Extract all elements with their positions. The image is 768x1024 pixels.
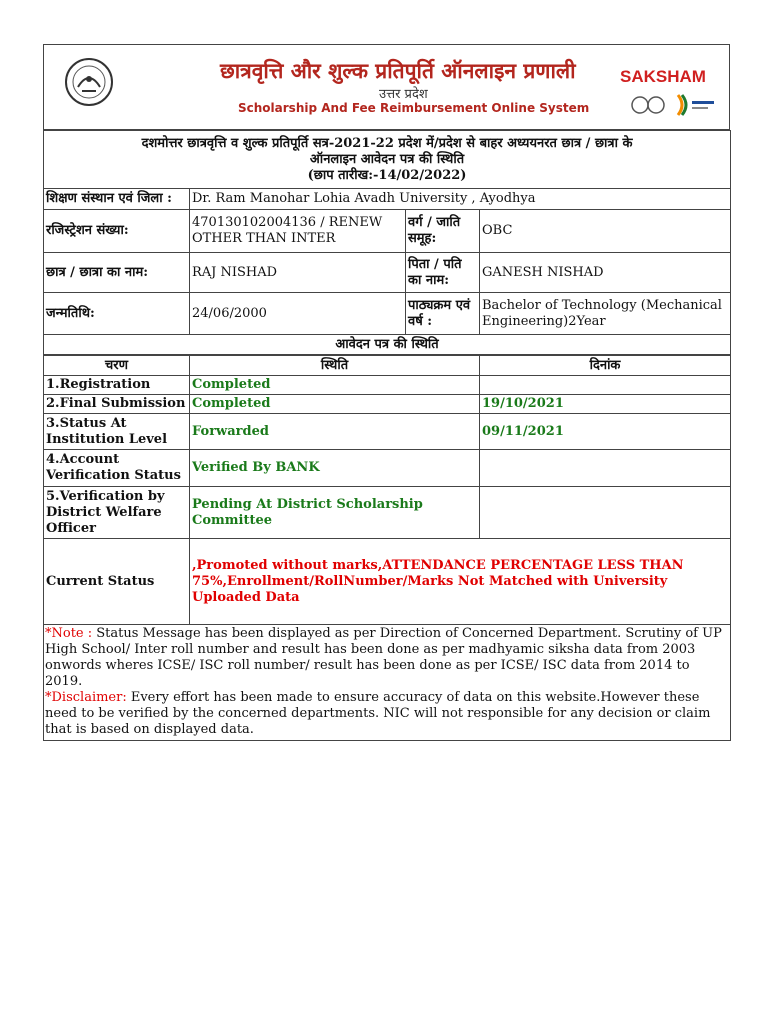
current-status-label: Current Status — [44, 539, 190, 625]
report-heading-line2: ऑनलाइन आवेदन पत्र की स्थिति — [309, 151, 465, 167]
col-status-header: स्थिति — [190, 356, 480, 376]
category-label: वर्ग / जाति समूह: — [406, 210, 480, 253]
registration-label: रजिस्ट्रेशन संख्या: — [44, 210, 190, 253]
status-cell: Pending At District Scholarship Committee — [190, 487, 480, 539]
status-cell: Forwarded — [190, 414, 480, 450]
disclaimer-label: *Disclaimer: — [45, 690, 127, 705]
saksham-logo: SAKSHAM — [620, 67, 706, 86]
col-stage-header: चरण — [44, 356, 190, 376]
disclaimer-text: Every effort has been made to ensure accuracy of data on this website.However these need to be verified by the concerned departments. NIC will not responsible for any decision or claim that is based on displayed data. — [45, 690, 711, 737]
course-label: पाठ्यक्रम एवं वर्ष : — [406, 293, 480, 335]
table-row — [44, 450, 731, 487]
print-date: (छाप तारीख:-14/02/2022) — [307, 167, 467, 183]
date-cell — [480, 376, 731, 395]
institution-label: शिक्षण संस्थान एवं जिला : — [44, 189, 190, 210]
current-status-value: ,Promoted without marks,ATTENDANCE PERCENTAGE LESS THAN 75%,Enrollment/RollNumber/Marks Not Matched with University Uploaded Data — [190, 539, 731, 625]
category-value: OBC — [480, 210, 731, 253]
table-row — [44, 487, 731, 539]
stage-cell: 5.Verification by District Welfare Officer — [44, 487, 190, 539]
date-cell: 19/10/2021 — [480, 395, 731, 414]
status-cell: Verified By BANK — [190, 450, 480, 487]
note-label: *Note : — [45, 626, 93, 641]
portal-title-english: Scholarship And Fee Reimbursement Online System — [238, 101, 590, 115]
registration-value: 470130102004136 / RENEW OTHER THAN INTER — [190, 210, 406, 253]
report-frame — [43, 44, 730, 741]
father-name-label: पिता / पति का नाम: — [406, 253, 480, 293]
note-text: Status Message has been displayed as per Direction of Concerned Department. Scrutiny of UP High School/ Inter roll number and result has been done as per madhyamic siksha data from 2003 onwords wheres ICSE/ ISC roll number/ result has been done as per ICSE/ ISC data from 2014 to 2019. — [45, 626, 722, 689]
stage-cell: 1.Registration — [44, 376, 190, 395]
col-date-header: दिनांक — [480, 356, 731, 376]
current-status-row — [44, 539, 731, 625]
student-name-label: छात्र / छात्रा का नाम: — [44, 253, 190, 293]
date-cell — [480, 487, 731, 539]
date-cell: 09/11/2021 — [480, 414, 731, 450]
stage-cell: 2.Final Submission — [44, 395, 190, 414]
course-value: Bachelor of Technology (Mechanical Engineering)2Year — [480, 293, 731, 335]
table-row — [44, 376, 731, 395]
institution-value: Dr. Ram Manohar Lohia Avadh University , Ayodhya — [190, 189, 731, 210]
stage-cell: 3.Status At Institution Level — [44, 414, 190, 450]
up-emblem-icon — [64, 57, 114, 107]
report-table — [43, 130, 731, 355]
page-header — [43, 44, 730, 130]
table-row — [44, 414, 731, 450]
state-name: उत्तर प्रदेश — [379, 87, 428, 102]
digital-india-logo-icon — [630, 89, 718, 121]
table-row — [44, 395, 731, 414]
portal-title-hindi: छात्रवृत्ति और शुल्क प्रतिपूर्ति ऑनलाइन प्रणाली — [220, 58, 576, 83]
date-cell — [480, 450, 731, 487]
father-name-value: GANESH NISHAD — [480, 253, 731, 293]
status-table — [43, 355, 731, 741]
footer-note — [44, 625, 731, 741]
student-name-value: RAJ NISHAD — [190, 253, 406, 293]
report-heading — [44, 131, 731, 189]
status-cell: Completed — [190, 395, 480, 414]
dob-label: जन्मतिथि: — [44, 293, 190, 335]
status-cell: Completed — [190, 376, 480, 395]
status-section-title: आवेदन पत्र की स्थिति — [44, 335, 731, 355]
footer-row — [44, 625, 731, 741]
report-heading-line1: दशमोत्तर छात्रवृत्ति व शुल्क प्रतिपूर्ति सत्र-2021-22 प्रदेश में/प्रदेश से बाहर अध्ययनरत छात्र / छात्रा के — [141, 135, 633, 151]
stage-cell: 4.Account Verification Status — [44, 450, 190, 487]
dob-value: 24/06/2000 — [190, 293, 406, 335]
